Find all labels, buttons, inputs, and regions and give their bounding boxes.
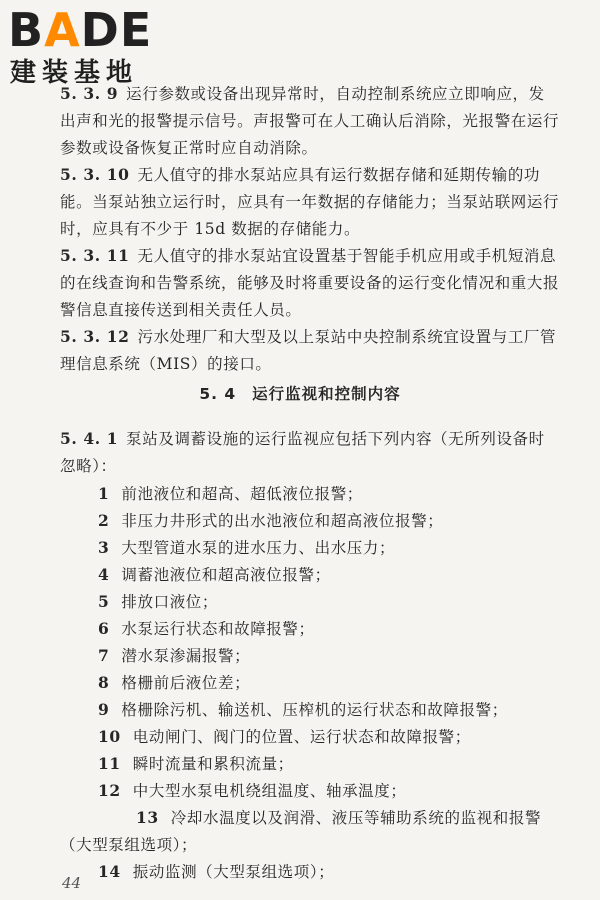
clause-text: 无人值守的排水泵站宜设置基于智能手机应用或手机短消息的在线查询和告警系统，能够及时将重要设备的运行变化情况和重大报警信息直接传送到相关责任人员。	[60, 247, 560, 319]
clause-number: 5. 3. 12	[60, 327, 130, 346]
list-item: 14 振动监测（大型泵组选项）；	[98, 862, 335, 881]
list-item: 8 格栅前后液位差；	[98, 673, 251, 692]
clause-text: 污水处理厂和大型及以上泵站中央控制系统宜设置与工厂管理信息系统（MIS）的接口。	[60, 328, 557, 373]
list-item: 9 格栅除污机、输送机、压榨机的运行状态和故障报警；	[98, 700, 508, 719]
clause-text: 泵站及调蓄设施的运行监视应包括下列内容（无所列设备时忽略）：	[60, 430, 545, 475]
list-item: 6 水泵运行状态和故障报警；	[98, 619, 315, 638]
bade-logo	[8, 4, 173, 96]
list-item: 3 大型管道水泵的进水压力、出水压力；	[98, 538, 396, 557]
logo-chinese-text: 建装基地	[10, 58, 139, 88]
list-item: 1 前池液位和超高、超低液位报警；	[98, 484, 363, 503]
clause-number: 5. 3. 9	[60, 84, 119, 103]
list-item: 10 电动闸门、阀门的位置、运行状态和故障报警；	[98, 727, 471, 746]
list-item: 5 排放口液位；	[98, 592, 218, 611]
section-title: 运行监视和控制内容	[252, 385, 401, 403]
page-number: 44	[62, 874, 82, 892]
clause-number: 5. 3. 10	[60, 165, 130, 184]
list-item: 13 冷却水温度以及润滑、液压等辅助系统的监视和报警（大型泵组选项）；	[60, 808, 542, 854]
clause-number: 5. 4. 1	[60, 429, 119, 448]
list-item: 11 瞬时流量和累积流量；	[98, 754, 294, 773]
clause-5-3-10	[60, 161, 560, 243]
section-heading-5-4	[0, 381, 600, 408]
clause-text: 无人值守的排水泵站应具有运行数据存储和延期传输的功能。当泵站独立运行时，应具有一年数据的存储能力；当泵站联网运行时，应具有不少于 15d 数据的存储能力。	[60, 166, 560, 238]
logo-brand-text: BADE	[8, 3, 153, 57]
list-item: 4 调蓄池液位和超高液位报警；	[98, 565, 331, 584]
clause-text: 运行参数或设备出现异常时，自动控制系统应立即响应，发出声和光的报警提示信号。声报警可在人工确认后消除，光报警在运行参数或设备恢复正常时应自动消除。	[60, 85, 560, 157]
clause-5-4-1	[60, 425, 560, 480]
list-item: 12 中大型水泵电机绕组温度、轴承温度；	[98, 781, 407, 800]
clause-5-3-12	[60, 323, 560, 378]
section-number: 5. 4	[199, 385, 237, 403]
clause-number: 5. 3. 11	[60, 246, 130, 265]
list-item: 7 潜水泵渗漏报警；	[98, 646, 251, 665]
list-item: 2 非压力井形式的出水池液位和超高液位报警；	[98, 511, 444, 530]
clause-5-3-11	[60, 242, 560, 324]
